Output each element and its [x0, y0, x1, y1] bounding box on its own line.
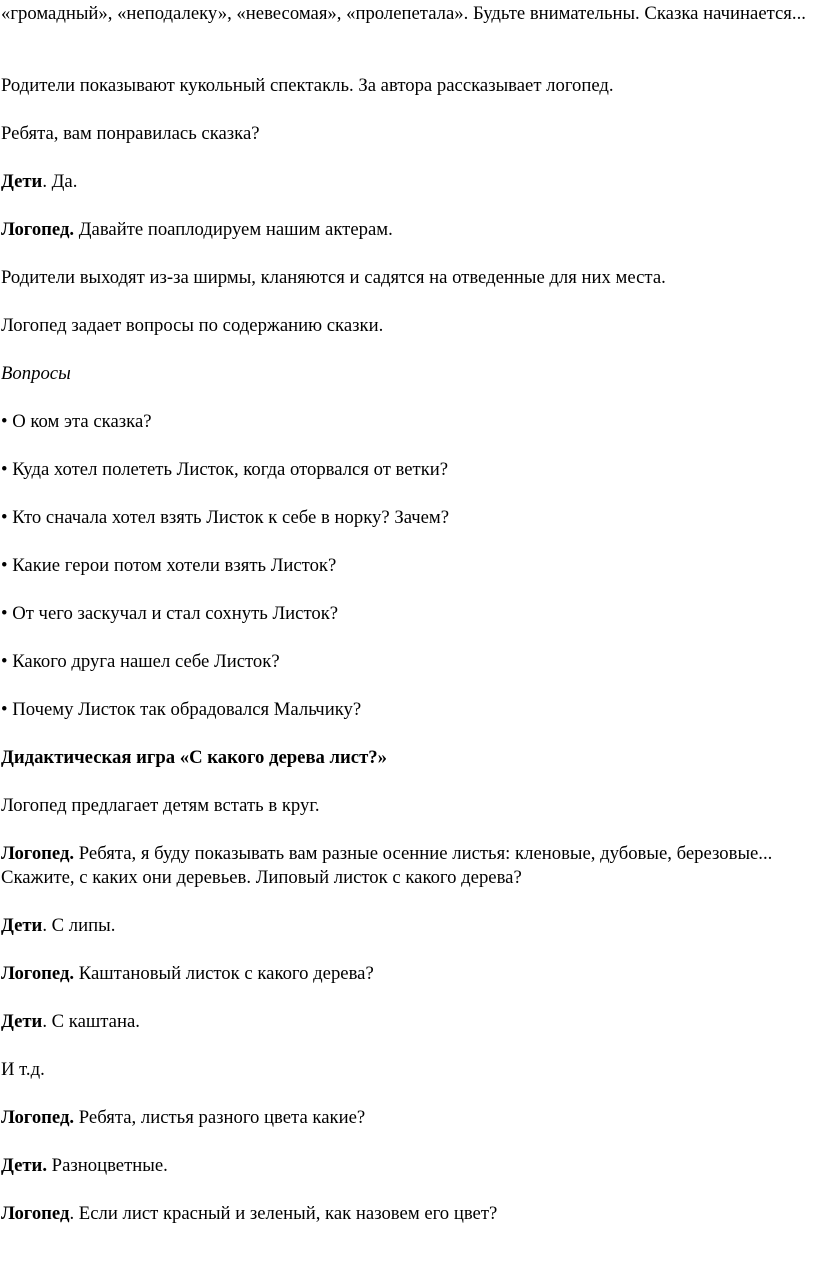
speaker-label: Логопед. — [1, 1107, 75, 1128]
paragraph-text: Ребята, вам понравилась сказка? — [1, 123, 260, 144]
dialogue-line — [1, 1202, 811, 1226]
dialogue-text: Ребята, листья разного цвета какие? — [74, 1107, 366, 1128]
dialogue-text: . С каштана. — [42, 1011, 140, 1032]
speaker-label: Логопед. — [1, 963, 75, 984]
speaker-label: Дети — [1, 1011, 43, 1032]
heading-text: Дидактическая игра «С какого дерева лист?» — [1, 747, 387, 768]
dialogue-text: . Да. — [42, 171, 78, 192]
dialogue-line — [1, 1154, 811, 1178]
italic-label: Вопросы — [1, 363, 71, 384]
dialogue-line — [1, 962, 811, 986]
paragraph-question — [1, 122, 811, 146]
dialogue-line — [1, 170, 811, 194]
dialogue-line — [1, 914, 811, 938]
dialogue-line — [1, 218, 811, 242]
list-item — [1, 698, 811, 722]
paragraph-etc — [1, 1058, 811, 1082]
paragraph-text: Логопед задает вопросы по содержанию сказки. — [1, 315, 384, 336]
speaker-label: Дети. — [1, 1155, 47, 1176]
list-item-text: • О ком эта сказка? — [1, 411, 152, 432]
list-item-text: • Куда хотел полететь Листок, когда оторвался от ветки? — [1, 459, 449, 480]
list-item-text: • От чего заскучал и стал сохнуть Листок? — [1, 603, 339, 624]
dialogue-line — [1, 1010, 811, 1034]
list-item — [1, 410, 811, 434]
paragraph-text: Родители выходят из-за ширмы, кланяются и садятся на отведенные для них места. — [1, 267, 666, 288]
dialogue-text: Ребята, я буду показывать вам разные осенние листья: кленовые, дубовые, березовые... Скажите, с каких они деревьев. Липовый листок с какого дерева? — [1, 843, 773, 888]
paragraph-intro — [1, 2, 811, 26]
list-item — [1, 554, 811, 578]
dialogue-text: Каштановый листок с какого дерева? — [74, 963, 374, 984]
dialogue-text: Давайте поаплодируем нашим актерам. — [74, 219, 393, 240]
speaker-label: Дети — [1, 171, 43, 192]
list-item-text: • Почему Листок так обрадовался Мальчику? — [1, 699, 362, 720]
section-heading-game — [1, 746, 811, 770]
speaker-label: Логопед. — [1, 219, 75, 240]
dialogue-text: Разноцветные. — [47, 1155, 168, 1176]
list-item-text: • Какие герои потом хотели взять Листок? — [1, 555, 337, 576]
list-item-text: • Кто сначала хотел взять Листок к себе в норку? Зачем? — [1, 507, 450, 528]
list-item-text: • Какого друга нашел себе Листок? — [1, 651, 280, 672]
section-label-questions — [1, 362, 811, 386]
list-item — [1, 458, 811, 482]
paragraph-text: «громадный», «неподалеку», «невесомая», «пролепетала». Будьте внимательны. Сказка начинается... — [1, 3, 806, 24]
paragraph-stage-direction — [1, 266, 811, 290]
list-item — [1, 650, 811, 674]
paragraph-stage-direction — [1, 794, 811, 818]
list-item — [1, 506, 811, 530]
paragraph-stage-direction — [1, 74, 811, 98]
paragraph-stage-direction — [1, 314, 811, 338]
dialogue-text: . Если лист красный и зеленый, как назовем его цвет? — [69, 1203, 498, 1224]
speaker-label: Дети — [1, 915, 43, 936]
list-item — [1, 602, 811, 626]
paragraph-text: И т.д. — [1, 1059, 45, 1080]
dialogue-text: . С липы. — [42, 915, 116, 936]
speaker-label: Логопед. — [1, 843, 75, 864]
dialogue-line — [1, 1106, 811, 1130]
dialogue-line — [1, 842, 811, 890]
paragraph-text: Родители показывают кукольный спектакль. За автора рассказывает логопед. — [1, 75, 614, 96]
paragraph-text: Логопед предлагает детям встать в круг. — [1, 795, 320, 816]
speaker-label: Логопед — [1, 1203, 70, 1224]
